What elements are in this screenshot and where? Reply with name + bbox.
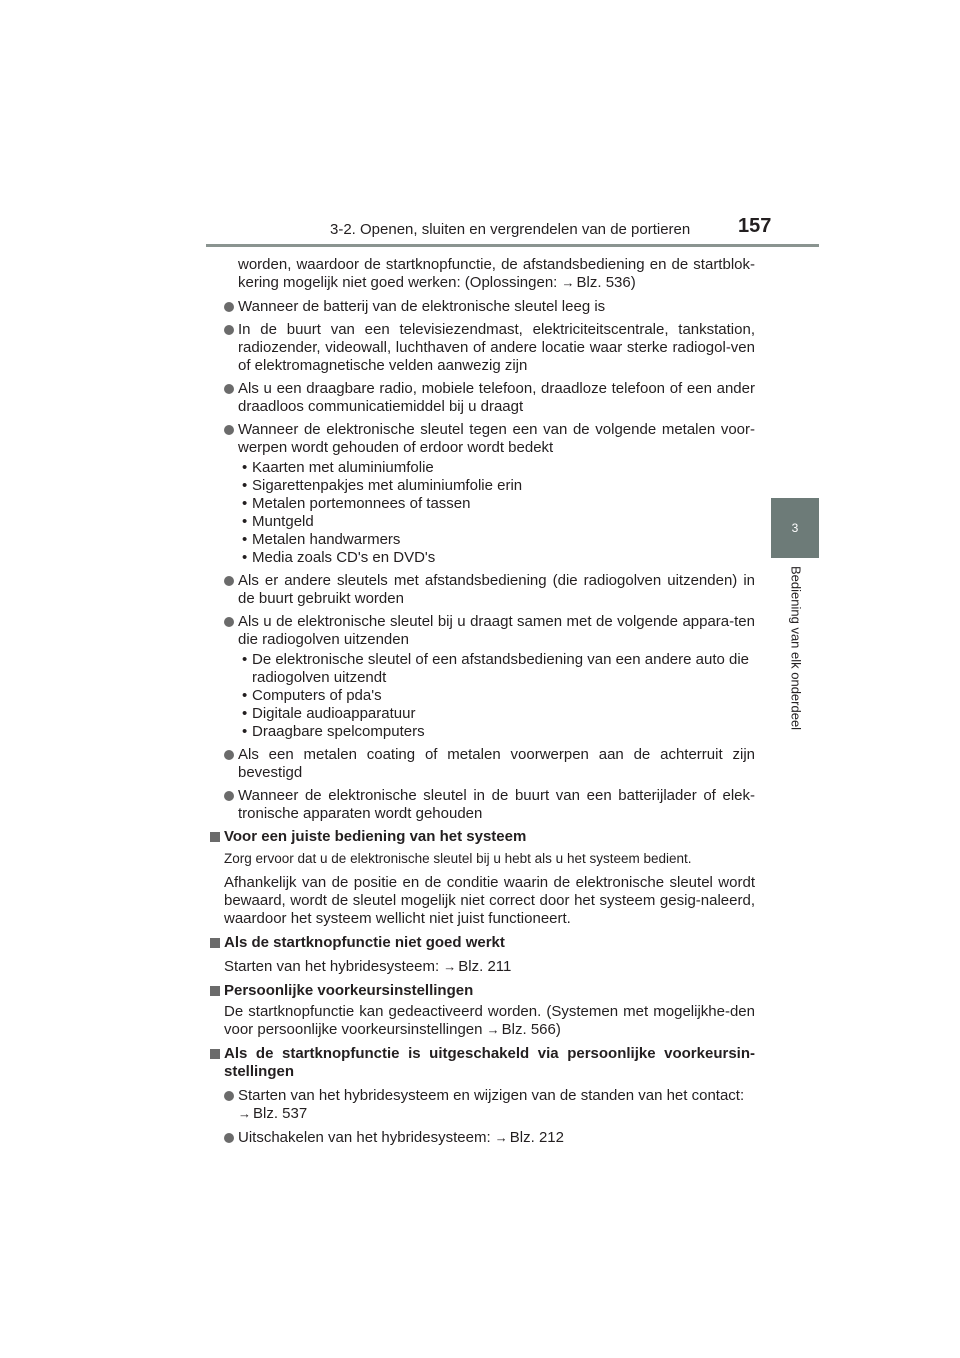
sub-list-item — [210, 705, 755, 723]
dot-icon: • — [242, 459, 248, 476]
square-bullet-icon — [210, 986, 220, 996]
dot-icon: • — [242, 513, 248, 530]
section-title: Als de startknopfunctie is uitgeschakeld via persoonlijke voorkeursin-stellingen — [224, 1045, 755, 1080]
sub-list-item — [210, 549, 755, 567]
dot-icon: • — [242, 531, 248, 548]
chapter-side-label — [776, 566, 816, 756]
dot-icon: • — [242, 549, 248, 566]
bullet-text: Starten van het hybridesysteem en wijzigen van de standen van het contact: — [238, 1087, 745, 1104]
section-title: Als de startknopfunctie niet goed werkt — [224, 934, 505, 951]
list-item — [210, 421, 755, 457]
section-body — [210, 1003, 755, 1039]
intro-paragraph — [210, 256, 755, 292]
section-body — [210, 958, 755, 976]
sub-list-item — [210, 495, 755, 513]
sub-item-text: Digitale audioapparatuur — [252, 705, 416, 722]
dot-icon: • — [242, 705, 248, 722]
page-ref: Blz. 566) — [501, 1021, 561, 1038]
arrow-right-icon: → — [443, 959, 457, 974]
bullet-text: Wanneer de batterij van de elektronische sleutel leeg is — [238, 298, 606, 315]
bullet-icon — [224, 384, 234, 394]
sub-list-item — [210, 723, 755, 741]
sub-item-text: Kaarten met aluminiumfolie — [252, 459, 434, 476]
dot-icon: • — [242, 477, 248, 494]
sub-list-item — [210, 531, 755, 549]
dot-icon: • — [242, 723, 248, 740]
chapter-number: 3 — [791, 521, 799, 535]
sub-item-text: Metalen handwarmers — [252, 531, 401, 548]
arrow-right-icon: → — [561, 275, 575, 290]
section-heading — [210, 982, 755, 1000]
section-heading — [210, 1045, 755, 1081]
list-item — [210, 1129, 755, 1147]
list-item — [210, 380, 755, 416]
sub-list-item — [210, 459, 755, 477]
section-heading — [210, 934, 755, 952]
bullet-icon — [224, 576, 234, 586]
section-title: Persoonlijke voorkeursinstellingen — [224, 982, 474, 999]
bullet-text: In de buurt van een televisiezendmast, elektriciteitscentrale, tankstation, radiozender, videowall, luchthaven of andere locatie waar sterke radiogol-ven of elektromagnetische velden aanwezig zijn — [238, 321, 755, 374]
sub-item-text: Muntgeld — [252, 513, 314, 530]
section-heading — [210, 828, 755, 846]
chapter-tab — [771, 498, 819, 558]
bullet-icon — [224, 425, 234, 435]
bullet-icon — [224, 1091, 234, 1101]
list-item — [210, 1087, 755, 1123]
section-note: Zorg ervoor dat u de elektronische sleutel bij u hebt als u het systeem bedient. — [224, 851, 692, 866]
page-ref: Blz. 537 — [253, 1105, 308, 1122]
bullet-text: Wanneer de elektronische sleutel tegen een van de volgende metalen voor-werpen wordt gehouden of erdoor wordt bedekt — [238, 421, 755, 456]
section-title: Voor een juiste bediening van het systeem — [224, 828, 527, 845]
sub-list-item — [210, 651, 755, 687]
section-body-text: Starten van het hybridesysteem: — [224, 958, 444, 975]
bullet-text: Als u de elektronische sleutel bij u draagt samen met de volgende appara-ten die radiogolven uitzenden — [238, 613, 755, 648]
header-rule — [206, 244, 819, 247]
dot-icon: • — [242, 687, 248, 704]
sub-list-item — [210, 687, 755, 705]
bullet-text: Als u een draagbare radio, mobiele telefoon, draadloze telefoon of een ander draadloos communicatiemiddel bij u draagt — [238, 380, 755, 415]
arrow-right-icon: → — [238, 1106, 251, 1121]
bullet-icon — [224, 791, 234, 801]
arrow-right-icon: → — [494, 1130, 508, 1145]
page-body — [210, 256, 755, 1147]
sub-list-item — [210, 477, 755, 495]
bullet-icon — [224, 750, 234, 760]
page-number: 157 — [738, 215, 772, 237]
sub-item-text: Computers of pda's — [252, 687, 382, 704]
square-bullet-icon — [210, 832, 220, 842]
bullet-icon — [224, 617, 234, 627]
sub-item-text: De elektronische sleutel of een afstandsbediening van een andere auto die radiogolven uitzendt — [252, 651, 750, 686]
page-ref: Blz. 212 — [509, 1129, 564, 1146]
bullet-icon — [224, 1133, 234, 1143]
square-bullet-icon — [210, 1049, 220, 1059]
bullet-text: Als een metalen coating of metalen voorwerpen aan de achterruit zijn bevestigd — [238, 746, 755, 781]
section-body-text: De startknopfunctie kan gedeactiveerd worden. (Systemen met mogelijkhe-den voor persoonlijke voorkeursinstellingen — [224, 1003, 755, 1038]
list-item — [210, 572, 755, 608]
intro-line-1: worden, waardoor de startknopfunctie, de afstandsbediening en de startblok- — [238, 256, 755, 273]
chapter-label: Bediening van elk onderdeel — [788, 566, 804, 731]
bullet-text: Uitschakelen van het hybridesysteem: — [238, 1129, 495, 1146]
list-item — [210, 321, 755, 375]
sub-item-text: Metalen portemonnees of tassen — [252, 495, 471, 512]
running-header-title: 3-2. Openen, sluiten en vergrendelen van de portieren — [330, 221, 691, 238]
bullet-text: Als er andere sleutels met afstandsbediening (die radiogolven uitzenden) in de buurt gebruikt worden — [238, 572, 755, 607]
intro-page-ref: Blz. 536) — [576, 274, 636, 291]
sub-item-text: Sigarettenpakjes met aluminiumfolie erin — [252, 477, 523, 494]
list-item — [210, 787, 755, 823]
bullet-text: Wanneer de elektronische sleutel in de buurt van een batterijlader of elek-tronische apparaten wordt gehouden — [238, 787, 755, 822]
list-item — [210, 298, 755, 316]
sub-list-item — [210, 513, 755, 531]
intro-line-2: kering mogelijk niet goed werken: (Oplossingen: — [238, 274, 562, 291]
square-bullet-icon — [210, 938, 220, 948]
bullet-icon — [224, 302, 234, 312]
dot-icon: • — [242, 651, 248, 668]
sub-item-text: Media zoals CD's en DVD's — [252, 549, 436, 566]
page-ref: Blz. 211 — [458, 958, 512, 975]
dot-icon: • — [242, 495, 248, 512]
bullet-icon — [224, 325, 234, 335]
list-item — [210, 613, 755, 649]
section-body: Afhankelijk van de positie en de conditie waarin de elektronische sleutel wordt bewaard, wordt de sleutel mogelijk niet correct door het systeem gesig-naleerd, waardoor het systeem wellicht niet juist functioneert. — [224, 874, 755, 927]
sub-item-text: Draagbare spelcomputers — [252, 723, 425, 740]
list-item — [210, 746, 755, 782]
arrow-right-icon: → — [486, 1022, 500, 1037]
